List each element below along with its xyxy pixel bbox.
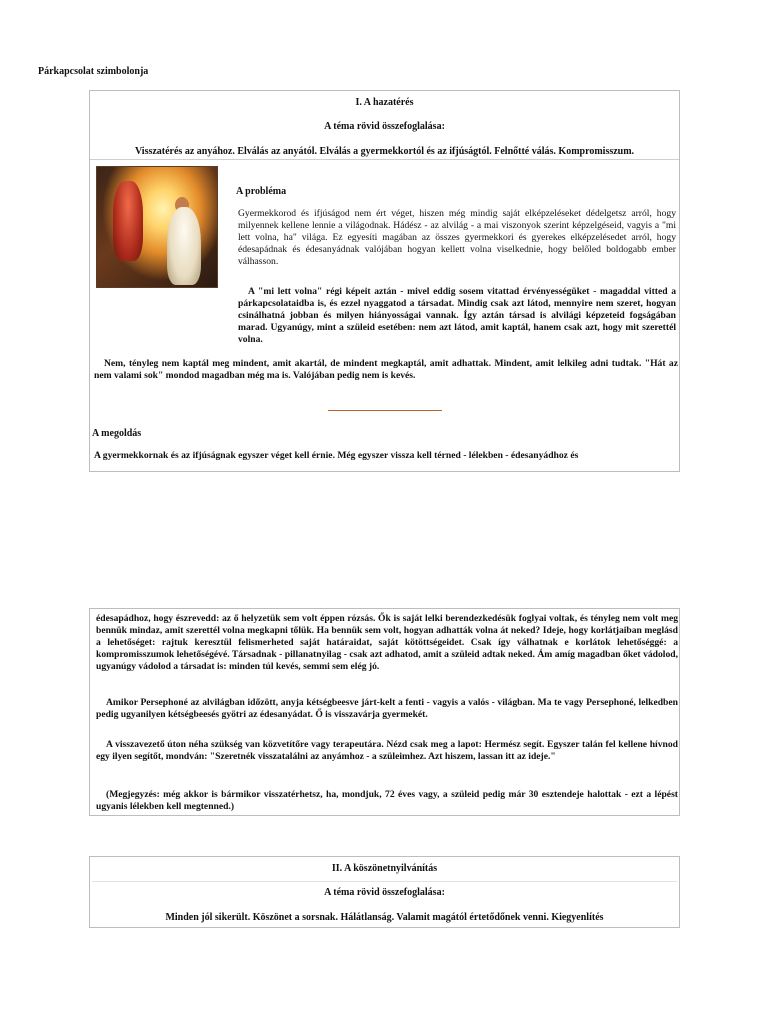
continuation-paragraph-3: A visszavezető úton néha szükség van közvetítőre vagy terapeutára. Nézd csak meg a lapot: Hermész segít. Egyszer talán fel kellene hívnod egy ilyen segítőt, mondván: "Szeretnék visszatalálni az anyámhoz - a szüleimhez. Azt hiszem, lassan itt az ideje." bbox=[96, 739, 678, 762]
continuation-box bbox=[89, 608, 680, 816]
section-1-body bbox=[90, 160, 679, 470]
section-1-header bbox=[90, 91, 679, 160]
problem-paragraph-3: Nem, tényleg nem kaptál meg mindent, amit akartál, de mindent megkaptál, amit adhattak. Mindent, amit lelkileg adni tudtak. "Hát az nem valami sok" mondod magadban még ma is. Valójában pedig nem is kevés. bbox=[94, 358, 678, 381]
section-1-summary-text: Visszatérés az anyához. Elválás az anyától. Elválás a gyermekkortól és az ifjúságtól. Felnőtté válás. Kompromisszum. bbox=[134, 146, 635, 157]
continuation-paragraph-2: Amikor Persephoné az alvilágban időzött, anyja kétségbeesve járt-kelt a fenti - vagyis a valós - világban. Ma te vagy Persephoné, lelkedben pedig ugyanilyen kétségbeesés gyötri az édesanyádat. Ő is visszavárja gyermekét. bbox=[96, 697, 678, 720]
section-2-summary-label: A téma rövid összefoglalása: bbox=[324, 887, 445, 898]
persephone-painting-image bbox=[96, 166, 218, 288]
section-1-summary-label: A téma rövid összefoglalása: bbox=[324, 121, 445, 132]
section-divider bbox=[328, 410, 442, 411]
solution-paragraph: A gyermekkornak és az ifjúságnak egyszer véget kell érnie. Még egyszer vissza kell térned - lélekben - édesanyádhoz és bbox=[94, 450, 579, 461]
section-1-heading: I. A hazatérés bbox=[355, 97, 414, 108]
section-2-heading: II. A köszönetnyilvánítás bbox=[331, 863, 438, 874]
problem-title: A probléma bbox=[236, 186, 287, 197]
section-1-box bbox=[89, 90, 680, 472]
problem-paragraph-2: A "mi lett volna" régi képeit aztán - mivel eddig sosem vitattad érvényességüket - magaddal vitted a párkapcsolataidba is, és ezzel nyaggatod a társadat. Mindig csak azt látod, mennyire nem szeret, hogyan csinálhatná jobban és milyen hiányosságai vannak. Így aztán társad is alvilági képzeteid fogságában marad. Ugyanúgy, mint a szüleid esetében: nem azt látod, amit kaptál, hanem csak azt, hogy mit szerettél volna. bbox=[238, 286, 676, 345]
painting-figure-red bbox=[113, 181, 143, 261]
section-2-summary-text: Minden jól sikerült. Köszönet a sorsnak. Hálátlanság. Valamit magától értetődőnek venni. Kiegyenlítés bbox=[165, 912, 604, 923]
document-title: Párkapcsolat szimbolonja bbox=[38, 66, 149, 77]
section-2-header-divider bbox=[92, 881, 677, 882]
continuation-paragraph-1: édesapádhoz, hogy észrevedd: az ő helyzetük sem volt éppen rózsás. Ők is saját lelki berendezkedésük foglyai voltak, és tényleg nem volt meg bennük mindaz, amit szerettél volna megkapni tőlük. Ha bennük sem volt, hogyan adhatták volna át neked? Ideje, hogy korlátjaiban meglásd a lehetőséget: rajtuk keresztül felismerheted saját határaidat, saját kötöttségeidet. Csak így válhatnak e korlátok lehetőséggé: a kompromisszumok lehetőségévé. Társadnak - pillanatnyilag - csak azt adhatod, amit a szüleid adtak neked. Ám amíg magadban őket vádolod, ugyanúgy vádolod a társadat is: minden túl kevés, semmi sem elég jó. bbox=[96, 613, 678, 672]
problem-paragraph-1: Gyermekkorod és ifjúságod nem ért véget, hiszen még mindig saját elképzeléseket dédelgetsz arról, hogy milyennek kellene lennie a világodnak. Hádész - az alvilág - a mai viszonyok szerint képzelgéseid, vagyis a "mi lett volna, ha" világa. Ez egyesíti magában az összes gyermekkori és gyerekes elképzelésedet arról, hogy édesapádnak és édesanyádnak valójában hogyan kellett volna viselkednie, hogy belőled boldogabb ember válhasson. bbox=[238, 208, 676, 267]
section-2-box bbox=[89, 856, 680, 928]
solution-title: A megoldás bbox=[92, 428, 142, 439]
continuation-paragraph-4: (Megjegyzés: még akkor is bármikor visszatérhetsz, ha, mondjuk, 72 éves vagy, a szüleid pedig már 30 esztendeje halottak - ezt a lépést ugyanis lélekben kell megtenned.) bbox=[96, 789, 678, 812]
painting-figure-white bbox=[167, 207, 201, 285]
